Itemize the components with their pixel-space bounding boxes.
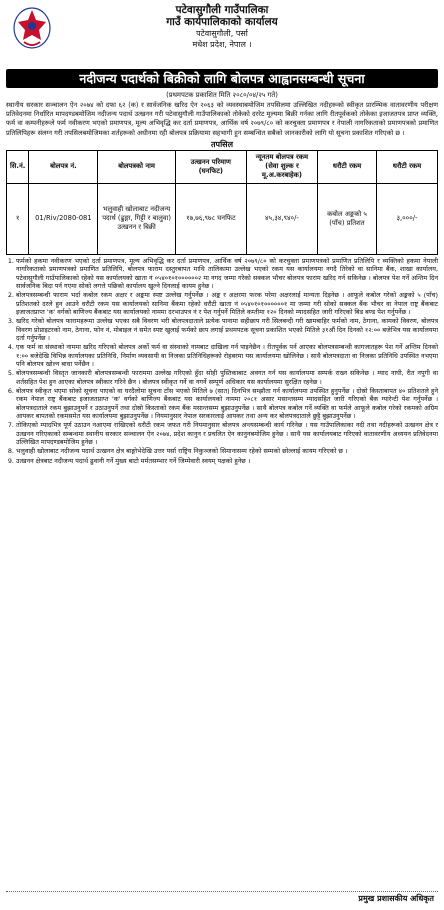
col-header-min-amount: न्यूनतम बोलपत्र रकम (सेवा शुल्क र मू.अ.करबाहेक) [246, 150, 317, 183]
table-row [7, 183, 438, 254]
col-header-quantity: उत्खनन परिमाण (घनफिट) [175, 150, 246, 183]
publication-date: (प्रथमपटक प्रकाशित मिति २०८०/०४/२५ गते) [166, 91, 278, 99]
bid-table [6, 150, 438, 255]
col-header-deposit: धरौटी रकम [318, 150, 377, 183]
term-item: 8. भलुवाही खोलाबाट नदीजन्य पदार्थ उत्खनन क्षेत्र बाङ्गोभेदेखि उत्तर पर्सा राष्ट्रिय निकुञ्जको सिमानासम्म रहेको सम्मको छोल्लाई कायम गरिएको छ । [16, 447, 438, 455]
table-title: तपसिल [210, 139, 233, 149]
cell-deposit-amount: ३,०००/- [376, 183, 437, 254]
notice-title: नदीजन्य पदार्थको बिक्रीको लागि बोलपत्र आह्वानसम्बन्धी सूचना [6, 69, 438, 88]
office-province: मधेश प्रदेश, नेपाल । [192, 40, 252, 49]
cell-quantity: १७,७६,९७८ घनफिट [175, 183, 246, 254]
intro-paragraph: स्थानीय सरकार सञ्चालन ऐन २०७४ को दफा ६२ (क) र सार्वजनिक खरिद ऐन २०६३ को व्यवस्थाबमोजिम तपसिलमा उल्लिखित नदीहरूको स्वीकृत प्रारम्भिक वातावरणीय परीक्षण प्रतिवेदनमा निर्धारित मापदण्डबमोजिम नदीजन्य पदार्थ उत्खनन गरी पटेवासुगौली गाउँपालिकाको तोकेको दररेट मूल्यमा बिक्री गर्नका लागि रीतपूर्वकको तोकेका इजाजतपत्र प्राप्त व्यक्ति, फर्म वा कम्पनीहरूले फर्म नवीकरण भएको प्रमाणपत्र, मूल्य अभिवृद्धि कर दर्ता प्रमाणपत्र, आर्थिक वर्ष २०७९/८० को करचुक्ता प्रमाणपत्र र नेपाली नागरिकताको प्रमाणपत्रको प्रमाणित प्रतिलिपिहरू संलग्न गरी तपसिलबमोजिमका शर्तहरूको अधीनमा रही बोलपत्र प्रक्रियामा सहभागी हुन सम्बन्धित सबैको जानकारीको लागि यो सूचना प्रकाशित गरिएको छ । [6, 101, 438, 137]
term-item: 6. बोलपत्र स्वीकृत भएमा सोको सूचना पाएको वा घरदैलोमा सूचना टाँस भएको मितिले ७ (सात) दिनभित्र सम्झौता गर्न कार्यालयमा उपस्थित हुनुपर्नेछ । दोस्रो किस्ताबापत ४० प्रतिशतले हुने रकम नेपाल राष्ट्र बैंकबाट इजाजतप्राप्त 'क' वर्गको बाणिज्य बैंकबाट यस कार्यालयको नाममा २०८१ असार मसान्तसम्म म्यादसहित जारी गरिएको बैंक ग्यारेन्टी पेश गर्नुपर्नेछ । बोलपत्रदाताले रकम बुझाउनुपर्ने र उठाउनुपर्ने तथा दोस्रो किस्ताको रकम बैंक मसान्तसम्म बुझाउनुपर्नेछ । साथै बोलपत्र कबोल गर्ने व्यक्ति वा फर्मले आफूले कबोल गरेको रकमको अग्रिम आयकर बापतको रकमसमेत यस कार्यालयमा बुझाउनुपर्नेछ । नियमानुसार नेपाल सरकारलाई आयकर तथा अन्य कर बोलपत्रदाताले छुट्टै बुझाउनुपर्नेछ । [16, 387, 438, 420]
nepal-emblem-icon [12, 6, 52, 50]
col-header-bid-no: बोलपत्र नं. [29, 150, 98, 183]
col-header-sn: सि.नं. [7, 150, 29, 183]
term-item: 2. बोलपत्रसम्बन्धी फाराम भर्दा कबोल रकम अक्षर र अङ्कमा स्पष्ट उल्लेख गर्नुपर्नेछ । अङ्क र अक्षरमा फरक परेमा अक्षरलाई मान्यता दिइनेछ । आफूले कबोल गरेको अङ्कको ५ (पाँच) प्रतिशतको दरले हुन आउने धरौटी रकम यस कार्यालयको सानिमा बैंकमा रहेको धरौटी खाता नं ०५४०१०१००००००१ मा जम्मा गरी सोको सक्कल बैंक भौचर वा नेपाल राष्ट्र बैंकबाट इजाजतप्राप्त 'क' वर्गको बाणिज्य बैंकबाट यस कार्यालयको नाममा दरभाउपत्र नं र पेश गर्नुपर्ने मितिले कम्तीमा १२० दिनको म्यादसहित जारी गरिएको बिड बण्ड पेश गर्नुपर्नेछ । [16, 291, 438, 316]
term-item: 9. उत्खनन क्षेत्रबाट नदीजन्य पदार्थ ढुवानी गर्ने मुख्य बाटो मर्मतसम्भार गर्ने जिम्मेवारी स्वयम् पक्षको हुनेछ । [16, 457, 438, 465]
term-item: 5. बोलपत्रसम्बन्धी विस्तृत जानकारी बोलपत्रसम्बन्धी फाराममा उल्लेख गरिएको हुँदा सोही पुस्तिकाबाट अवगत गर्न यस कार्यालयमा सम्पर्क राख्न सकिनेछ । म्याद नाघी, रीत नपुगी वा शर्तसहित पेश हुन आएका बोलपत्र स्वीकार गरिने छैन । बोलपत्र स्वीकृत गर्ने वा नगर्ने सम्पूर्ण अधिकार यस कार्यालयमा सुरक्षित रहनेछ । [16, 369, 438, 386]
terms-list [6, 257, 438, 465]
office-header [6, 4, 438, 68]
term-item: 4. एक फर्म वा संस्थाको नाममा खरिद गरिएको बोलपत्र अर्को फर्म वा संस्थाको नामबाट दाखिला गर्न पाइनेछैन । रीतपूर्वक पर्न आएका बोलपत्रसम्बन्धी कागजातहरू पेश गर्ने अन्तिम दिनको १:०० बजेदेखि विभिन्न कार्यालयका प्रतिनिधि, निर्माण व्यवसायी वा निजका प्रतिनिधिहरूको रोहबरमा यस कार्यालयमा खोलिनेछ । साथै बोलपत्रदाता वा निजका प्रतिनिधि उपस्थित नभएमा पनि बोलपत्र खोल्न बाधा पर्नेछैन । [16, 343, 438, 368]
table-header-row [7, 150, 438, 183]
signatory-title: प्रमुख प्रशासकीय अधिकृत [358, 894, 434, 903]
cell-bid-no: 01/Riv/2080-081 [29, 183, 98, 254]
office-address: पटेवासुगौली, पर्सा [196, 29, 248, 38]
term-item: 1. फर्मको हकमा नवीकरण भएको दर्ता प्रमाणपत्र, मूल्य अभिवृद्धि कर दर्ता प्रमाणपत्र, आर्थिक वर्ष २०७९/८० को करचुक्ता प्रमाणपत्रको प्रमाणित प्रतिलिपि र व्यक्तिको हकमा नेपाली नागरिकताको प्रमाणपत्रको प्रमाणित प्रतिलिपि, बोलपत्र फाराम दस्तुरबापत माथि तालिकामा उल्लेख भएको रकम यस कार्यालयमा नगदै तिरेको वा सानिमा बैंक, शाखा कार्यालय, पटेवासुगौली गाउँपालिकाको रहेको यस कार्यालयको खाता नं ०५४०१०१००००००२ मा नगद जम्मा गरेको सक्कल भौचर बोलपत्र फाराम खरिद गर्न सकिनेछ । बोलपत्र पेश गर्ने अन्तिम दिन सार्वजनिक बिदा पर्न गएमा सोको लगत्ते पछिको कार्यालय खुल्ने दिनलाई कायम हुनेछ । [16, 257, 438, 290]
cell-min-amount: ४५,३४,९४०/- [246, 183, 317, 254]
office-name: गाउँ कार्यपालिकाको कार्यालय [166, 16, 278, 28]
term-item: 7. तोकिएको म्यादभित्र पूर्ण उठाउन नआएमा राखिएको धरौटी रकम जफत गरी नियमानुसार बोलपत्र अन्त्यसम्बन्धी कार्य गरिनेछ । यस गाउँपालिकाका नदी तथा नदीहरूको उत्खनन क्षेत्र र उत्खनन गरिएकाको सम्बन्धमा स्थानीय सरकार सञ्चालन ऐन २०७४, प्रदेश कानुन र प्रचलित ऐन कानुनबमोजिम हुनेछ । साथै यस कार्यालयबाट गरिएको वातावरणीय अध्ययन प्रतिवेदनमा उल्लिखित मापदण्डबमोजिम हुनेछ । [16, 421, 438, 446]
term-item: 3. खरिद गरेको बोलपत्र फारामहरूमा उल्लेख भएका सबै विवरण भरी बोलपत्रदाताले प्रत्येक पानामा सहीछाप गरी सिलबन्दी गरी खामबाहिर फर्मको नाम, ठेगाना, कामको विवरण, बोलपत्र विवरण प्रोप्राइटरको नाम, ठेगाना, फोन नं, मोबाइल नं समेत स्पष्ट खुलाई फर्मको छाप लगाई प्रथमपटक सूचना प्रकाशित भएको मितिले ३१औं दिन दिनको १२:०० बजेभित्र यस कार्यालयमा दर्ता गर्नुपर्नेछ । [16, 317, 438, 342]
municipality-name: पटेवासुगौली गाउँपालिका [175, 4, 269, 16]
cell-bid-name: भलुवाही खोलाबाट नदीजन्य पदार्थ (ढुङ्गा, गिट्टी र बालुवा) उत्खनन र बिक्री [98, 183, 175, 254]
cell-sn: १ [7, 183, 29, 254]
col-header-deposit-2: धरौटी रकम [376, 150, 437, 183]
col-header-bid-name: बोलपत्रको नाम [98, 150, 175, 183]
signature-rule [6, 891, 438, 892]
cell-deposit-text: कबोल अङ्कको ५ (पाँच) प्रतिशत [318, 183, 377, 254]
